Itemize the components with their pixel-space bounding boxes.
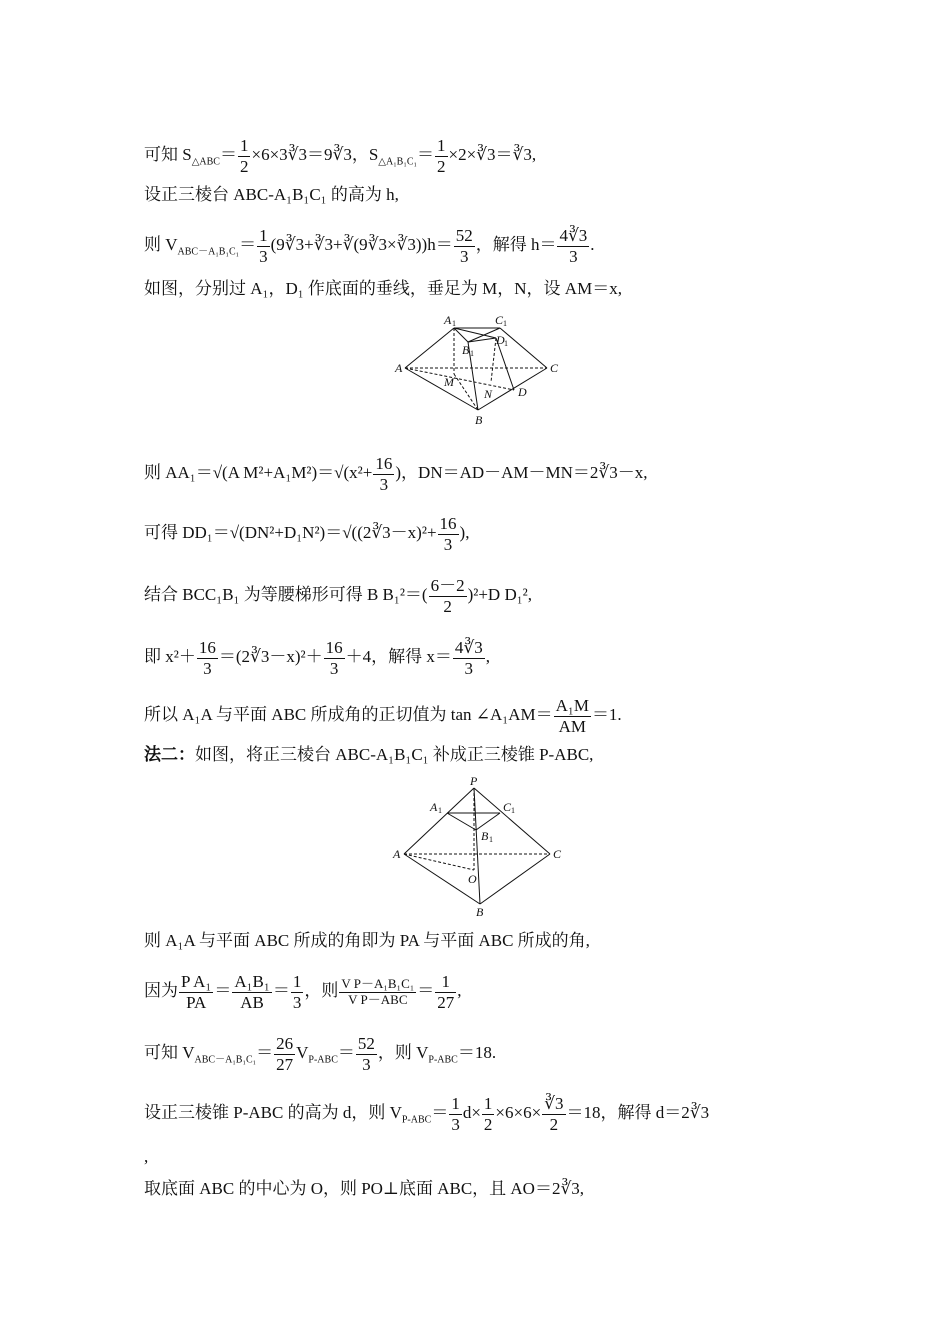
line-4: 如图，分别过 A₁，D₁ 作底面的垂线，垂足为 M，N，设 AM＝x, — [144, 279, 622, 298]
fraction: $\frac{1}{3}$ — [292, 972, 302, 1012]
fraction: $\frac{1}{3}$ — [451, 1094, 460, 1134]
label-B1: B — [462, 343, 470, 357]
fraction: $\frac{1}{2}$ — [437, 136, 446, 176]
label-B: B — [476, 905, 484, 919]
fraction: $\frac{1}{2}$ — [483, 1094, 493, 1134]
line-10: 法二：如图，将正三棱台 ABC-A₁B₁C₁ 补成正三棱锥 P-ABC, — [144, 745, 594, 764]
line-16: 取底面 ABC 的中心为 O，则 PO⊥底面 ABC，且 AO＝2∛3, — [144, 1179, 585, 1198]
label-A1-sub: 1 — [438, 806, 442, 815]
fraction: $\frac{1}{3}$ — [259, 226, 268, 266]
label-M: M — [444, 375, 454, 389]
fraction: $\frac{1}{2}$ — [239, 136, 249, 176]
fraction: $\frac{4∛3}{3}$ — [454, 638, 483, 678]
edge — [447, 813, 476, 830]
method-two-label: 法二： — [144, 745, 195, 764]
line-6: 可得 DD₁＝√(DN²+D₁N²)＝√((2∛3－x)²+ $\frac{16}{3}$ ), — [144, 514, 470, 554]
line-13: 可知 $V_{ABC-A_1B_1C_1}=$ $\frac{26}{27}$ $V_{P-ABC}=$ $\frac{52}{3}$ ，则 $V_{P-ABC}=18$. — [144, 1034, 497, 1074]
edge — [476, 813, 500, 830]
label-B1: B — [481, 829, 489, 843]
fraction: $\frac{\text{P A₁}}{PA}$ — [181, 972, 212, 1012]
line-9: 所以 A₁A 与平面 ABC 所成角的正切值为 tan ∠A₁AM＝ $\frac{\text{A₁M}}{AM}$ ＝1. — [144, 696, 622, 736]
edge — [480, 854, 550, 904]
figure-pyramid-2 — [392, 774, 567, 920]
fraction: $\frac{1}{27}$ — [437, 972, 455, 1012]
dashed-edge — [405, 368, 514, 390]
line-11: 则 A₁A 与平面 ABC 所成的角即为 PA 与平面 ABC 所成的角, — [144, 931, 590, 950]
edge — [405, 328, 454, 368]
label-D1: D — [496, 333, 505, 347]
label-C1: C — [503, 800, 512, 814]
dashed-edge — [454, 374, 478, 410]
fraction: $\frac{26}{27}$ — [276, 1034, 294, 1074]
label-O: O — [468, 872, 477, 886]
figure-frustum-1 — [392, 312, 562, 432]
label-P: P — [470, 774, 478, 788]
fraction: $\frac{\text{A₁B₁}}{AB}$ — [234, 972, 270, 1012]
edge — [405, 368, 478, 410]
label-B1-sub: 1 — [470, 349, 474, 358]
label-D: D — [518, 385, 527, 399]
fraction: $\frac{∛3}{2}$ — [544, 1094, 564, 1134]
fraction: $\frac{\text{V P－A₁B₁C₁}}{\text{V P－ABC}}$ — [341, 975, 415, 1007]
label-A1-sub: 1 — [452, 319, 456, 328]
label-N: N — [484, 387, 493, 401]
fraction: $\frac{16}{3}$ — [198, 638, 216, 678]
line-3: 则 $V_{ABC-A_1B_1C_1}=$ $\frac{1}{3}$ (9∛3+∛3+∛(9∛3×∛3))h＝ $\frac{52}{3}$ ，解得 h＝ $\frac{4∛3}{3}$ . — [144, 226, 595, 266]
line-5: 则 AA₁＝√(A M²+A₁M²)＝√(x²+ $\frac{16}{3}$ )，DN＝AD－AM－MN＝2∛3－x, — [144, 454, 648, 494]
label-C1: C — [495, 313, 504, 327]
label-A1: A — [430, 800, 438, 814]
fraction: $\frac{16}{3}$ — [375, 454, 393, 494]
line-14: 设正三棱锥 P-ABC 的高为 d，则 $V_{P-ABC}=$ $\frac{1}{3}$ d× $\frac{1}{2}$ ×6×6× $\frac{∛3}{2}$ ＝18，解得 d＝2∛3 — [144, 1094, 710, 1134]
label-A: A — [395, 361, 403, 375]
line-8: 即 x²＋ $\frac{16}{3}$ ＝(2∛3－x)²＋ $\frac{16}{3}$ ＋4，解得 x＝ $\frac{4∛3}{3}$ , — [144, 638, 490, 678]
fraction: $\frac{52}{3}$ — [455, 226, 473, 266]
label-D1-sub: 1 — [504, 339, 508, 348]
fraction: $\frac{16}{3}$ — [325, 638, 343, 678]
label-C1-sub: 1 — [503, 319, 507, 328]
fraction: $\frac{16}{3}$ — [439, 514, 457, 554]
fraction: $\frac{6-2}{2}$ — [430, 576, 465, 616]
line-12: 因为 $\frac{\text{P A₁}}{PA}$ ＝ $\frac{\text{A₁B₁}}{AB}$ ＝ $\frac{1}{3}$ ，则 $\frac{\text{V P－A₁B₁C₁}}{\text{V P－ABC}}$ ＝ $\frac{1}{27}$ , — [144, 972, 462, 1012]
fraction: $\frac{\text{A₁M}}{AM}$ — [555, 696, 589, 736]
fraction: $\frac{52}{3}$ — [357, 1034, 375, 1074]
line-7: 结合 BCC₁B₁ 为等腰梯形可得 B B₁²＝( $\frac{6-2}{2}$ )²+D D₁², — [144, 576, 533, 616]
label-C: C — [550, 361, 559, 375]
edge — [404, 788, 474, 854]
edge — [500, 328, 547, 368]
label-A: A — [393, 847, 401, 861]
label-B: B — [475, 413, 483, 427]
dashed-edge — [404, 854, 474, 870]
line-1: 可知 $S_{\triangle ABC}=$ $\frac{1}{2}$ ×6×3∛3＝9∛3，$S_{\triangle A_1B_1C_1}=$ $\frac{1}{2}$ ×2×∛3＝∛3, — [144, 136, 537, 176]
fraction: $\frac{4∛3}{3}$ — [559, 226, 588, 266]
edge — [474, 788, 550, 854]
line-15: , — [144, 1147, 149, 1166]
label-A1: A — [444, 313, 452, 327]
line-2: 设正三棱台 ABC-A₁B₁C₁ 的高为 h, — [144, 185, 399, 204]
edge — [474, 788, 480, 904]
label-C1-sub: 1 — [511, 806, 515, 815]
label-B1-sub: 1 — [489, 835, 493, 844]
label-C: C — [553, 847, 562, 861]
